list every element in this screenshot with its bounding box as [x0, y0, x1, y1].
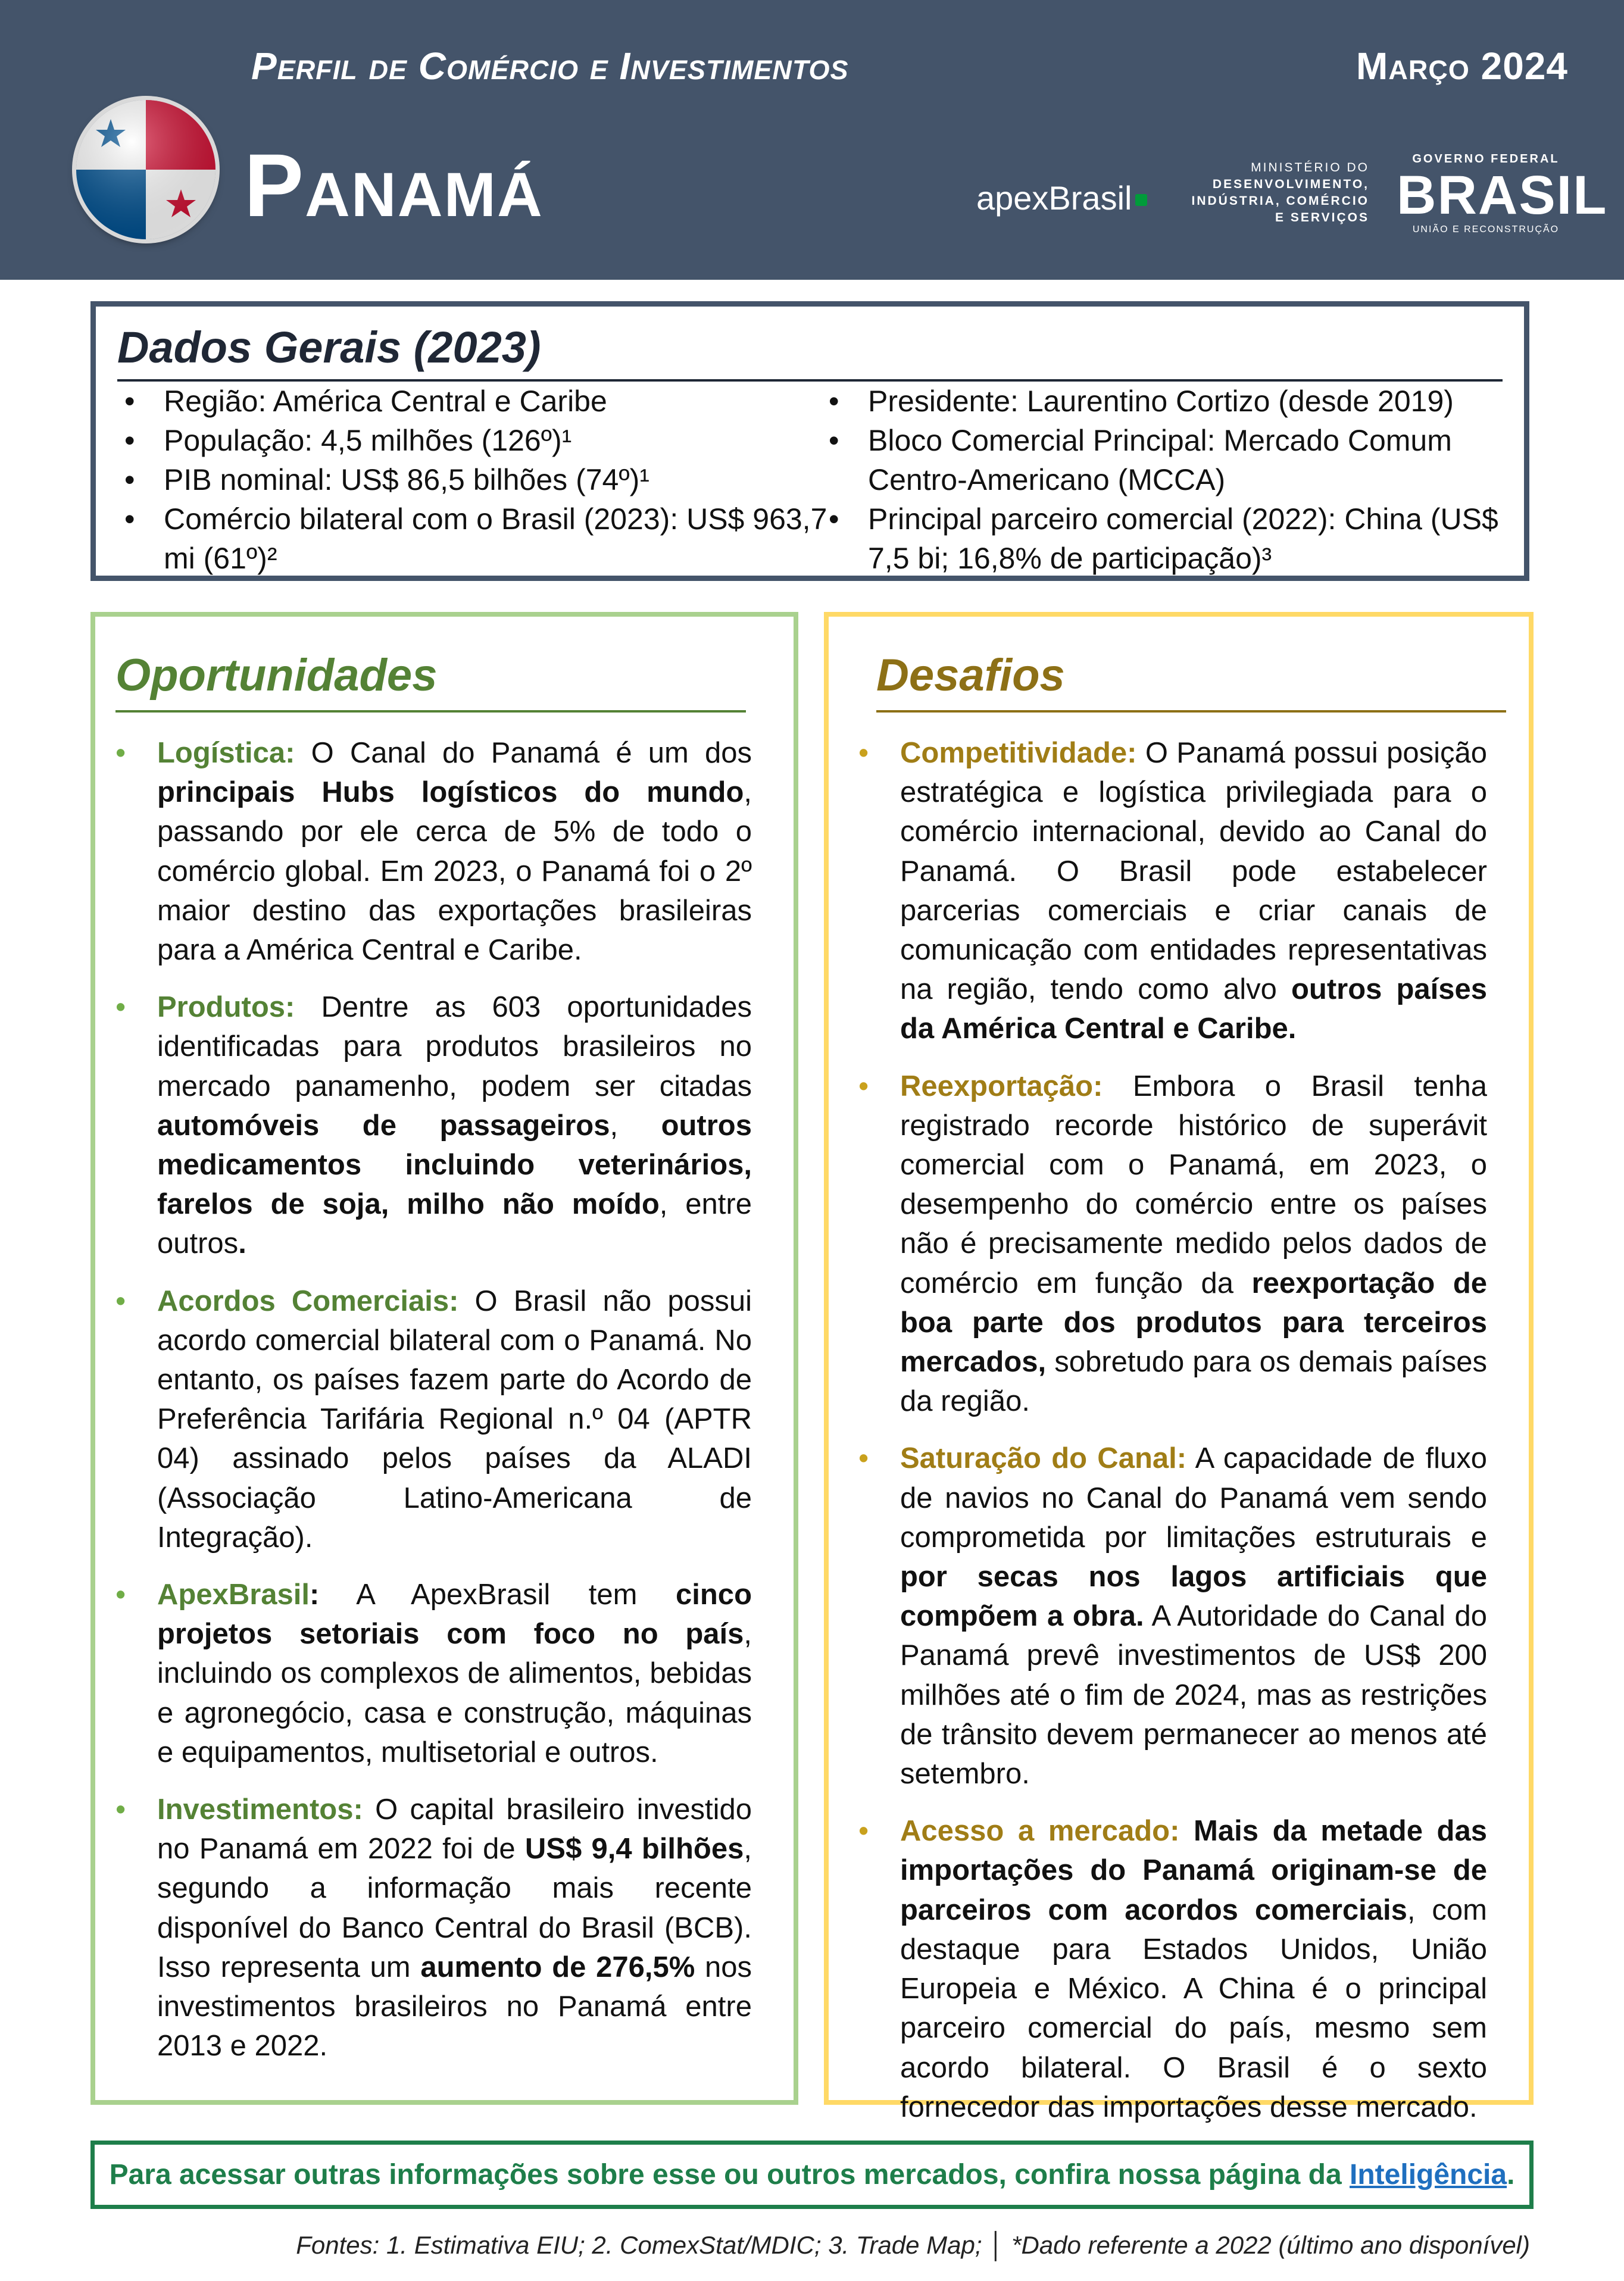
dados-left-list: [124, 382, 839, 578]
list-item: • Principal parceiro comercial (2022): China (US$ 7,5 bi; 16,8% de participação)³: [829, 499, 1501, 578]
dados-gerais-box: [90, 301, 1529, 581]
list-item: • Comércio bilateral com o Brasil (2023): US$ 963,7 mi (61º)²: [124, 499, 839, 578]
desafios-panel: [824, 612, 1534, 2123]
oportunidades-list: [115, 733, 752, 2084]
page-title: Panamá: [244, 135, 544, 235]
inteligencia-link[interactable]: Inteligência: [1350, 2159, 1507, 2191]
footer-callout: Para acessar outras informações sobre esse ou outros mercados, confira nossa página da Inteligência.: [90, 2141, 1534, 2209]
divider: [876, 710, 1506, 713]
divider: [115, 710, 746, 713]
desafios-title: Desafios: [876, 650, 1065, 701]
list-item: • Bloco Comercial Principal: Mercado Comum Centro-Americano (MCCA): [829, 421, 1501, 499]
list-item: • Região: América Central e Caribe: [124, 382, 839, 421]
list-item-investimentos: • Investimentos: O capital brasileiro investido no Panamá em 2022 foi de US$ 9,4 bilhões, segundo a informação mais recente disponível do Banco Central do Brasil (BCB). Isso representa um aumento de 276,5% nos investimentos brasileiros no Panamá entre 2013 e 2022.: [115, 1790, 752, 2066]
oportunidades-title: Oportunidades: [115, 650, 438, 701]
list-item-acesso: • Acesso a mercado: Mais da metade das importações do Panamá originam-se de parceiros com acordos comerciais, com destaque para Estados Unidos, União Europeia e México. A China é o principal parceiro comercial do país, mesmo sem acordo bilateral. O Brasil é o sexto fornecedor das importações desse mercado.: [858, 1811, 1487, 2127]
dados-right-list: [829, 382, 1501, 578]
governo-federal-logo: GOVERNO FEDERAL BRASIL UNIÃO E RECONSTRUÇÃO: [1397, 152, 1608, 235]
list-item: • Presidente: Laurentino Cortizo (desde 2019): [829, 382, 1501, 421]
desafios-list: [858, 733, 1487, 2145]
apex-dot-icon: [1135, 194, 1147, 206]
report-kicker: Perfil de Comércio e Investimentos: [251, 45, 849, 88]
panama-flag-icon: [76, 100, 216, 239]
report-date: Março 2024: [1356, 45, 1568, 88]
list-item-competitividade: • Competitividade: O Panamá possui posição estratégica e logística privilegiada para o comércio internacional, devido ao Canal do Panamá. O Brasil pode estabelecer parcerias comerciais e criar canais de comunicação com entidades representativas na região, tendo como alvo outros países da América Central e Caribe.: [858, 733, 1487, 1049]
header-banner: [0, 0, 1624, 280]
list-item-produtos: • Produtos: Dentre as 603 oportunidades identificadas para produtos brasileiros no mercado panamenho, podem ser citadas automóveis de passageiros, outros medicamentos incluindo veterinários, farelos de soja, milho não moído, entre outros.: [115, 988, 752, 1263]
list-item-apexbrasil: • ApexBrasil: A ApexBrasil tem cinco projetos setoriais com foco no país, incluindo os complexos de alimentos, bebidas e agronegócio, casa e construção, máquinas e equipamentos, multisetorial e outros.: [115, 1575, 752, 1772]
sources-note: Fontes: 1. Estimativa EIU; 2. ComexStat/MDIC; 3. Trade Map; │ *Dado referente a 2022 (último ano disponível): [296, 2231, 1530, 2259]
apexbrasil-logo: apexBrasil: [976, 179, 1147, 217]
list-item-acordos: • Acordos Comerciais: O Brasil não possui acordo comercial bilateral com o Panamá. No entanto, os países fazem parte do Acordo de Preferência Tarifária Regional n.º 04 (APTR 04) assinado pelos países da ALADI (Associação Latino-Americana de Integração).: [115, 1282, 752, 1557]
dados-gerais-title: Dados Gerais (2023): [117, 323, 541, 372]
mdic-logo: MINISTÉRIO DO DESENVOLVIMENTO, INDÚSTRIA, COMÉRCIO E SERVIÇOS: [1191, 161, 1369, 224]
list-item-logistica: • Logística: O Canal do Panamá é um dos principais Hubs logísticos do mundo, passando por ele cerca de 5% de todo o comércio global. Em 2023, o Panamá foi o 2º maior destino das exportações brasileiras para a América Central e Caribe.: [115, 733, 752, 970]
list-item-saturacao: • Saturação do Canal: A capacidade de fluxo de navios no Canal do Panamá vem sendo comprometida por limitações estruturais e por secas nos lagos artificiais que compõem a obra. A Autoridade do Canal do Panamá prevê investimentos de US$ 200 milhões até o fim de 2024, mas as restrições de trânsito devem permanecer ao menos até setembro.: [858, 1439, 1487, 1793]
list-item-reexportacao: • Reexportação: Embora o Brasil tenha registrado recorde histórico de superávit comercial com o Panamá, em 2023, o desempenho do comércio entre os países não é precisamente medido pelos dados de comércio em função da reexportação de boa parte dos produtos para terceiros mercados, sobretudo para os demais países da região.: [858, 1067, 1487, 1421]
list-item: • População: 4,5 milhões (126º)¹: [124, 421, 839, 460]
list-item: • PIB nominal: US$ 86,5 bilhões (74º)¹: [124, 460, 839, 499]
oportunidades-panel: [90, 612, 798, 2105]
